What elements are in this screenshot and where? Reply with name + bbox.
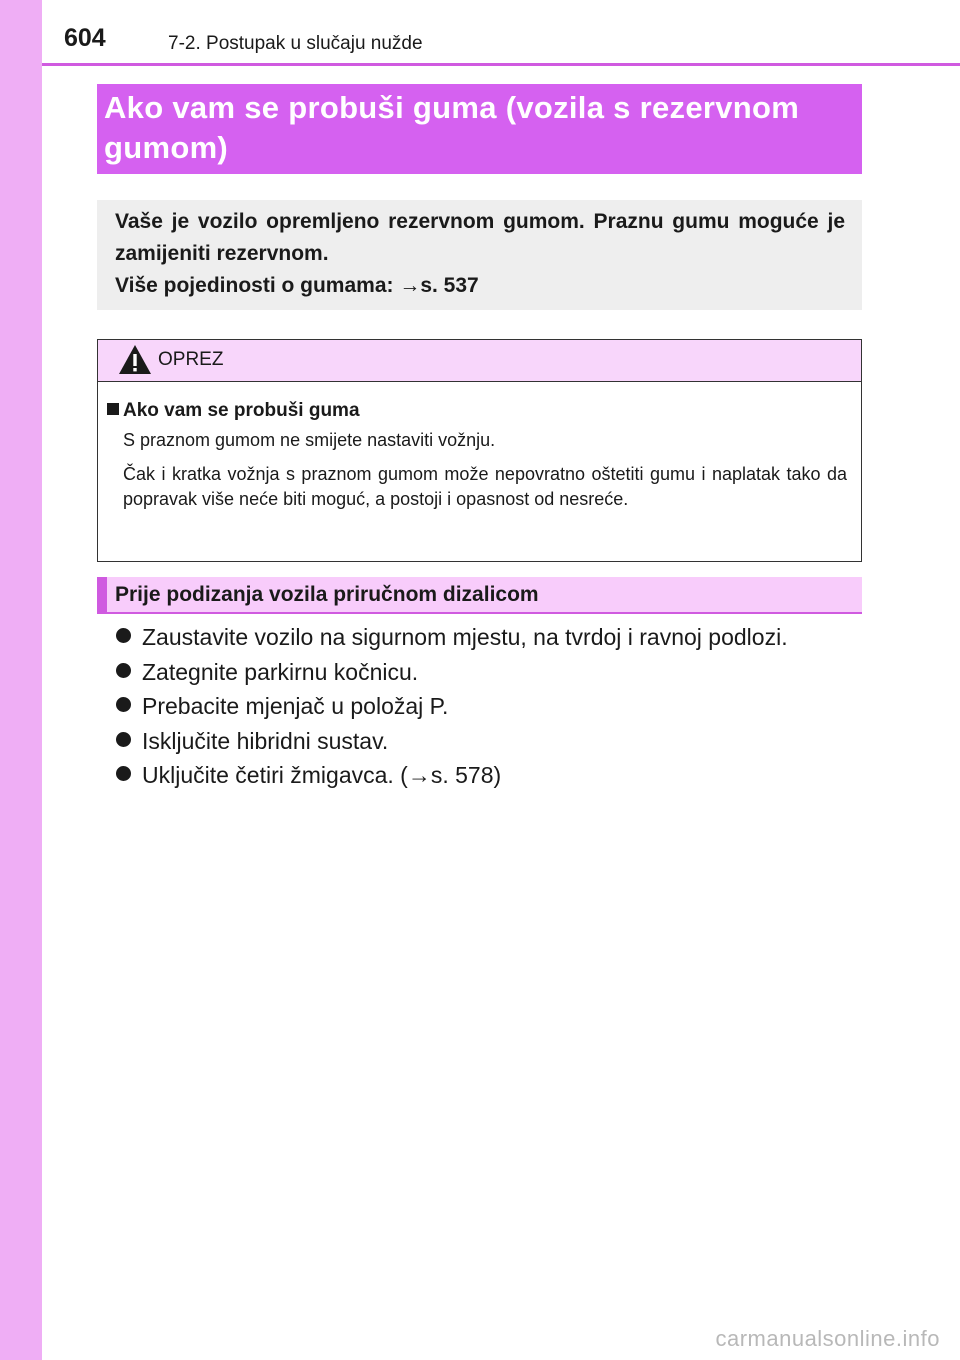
list-item-text: Prebacite mjenjač u položaj P. bbox=[142, 693, 449, 719]
square-bullet-icon bbox=[107, 403, 119, 415]
caution-header bbox=[98, 340, 861, 382]
warning-triangle-icon bbox=[117, 343, 153, 376]
page-number: 604 bbox=[64, 24, 106, 52]
heading-accent-bar bbox=[97, 577, 107, 612]
list-item bbox=[116, 758, 856, 793]
list-item bbox=[116, 724, 856, 759]
list-item-text: Uključite četiri žmigavca. (→s. 578) bbox=[142, 762, 502, 788]
caution-paragraph-2: Čak i kratka vožnja s praznom gumom može nepovratno oštetiti gumu i naplatak tako da popravak više neće biti moguć, a postoji i opasnost od nesreće. bbox=[123, 464, 847, 509]
caution-label: OPREZ bbox=[158, 349, 224, 370]
watermark: carmanualsonline.info bbox=[715, 1326, 940, 1351]
caution-box bbox=[97, 339, 862, 562]
intro-reference: Više pojedinosti o gumama: →s. 537 bbox=[115, 274, 479, 297]
bullet-dot-icon bbox=[116, 697, 131, 712]
intro-text: Vaše je vozilo opremljeno rezervnom gumom. Praznu gumu moguće je zamijeniti rezervnom. bbox=[115, 210, 845, 265]
list-item bbox=[116, 655, 856, 690]
preparation-steps-list bbox=[116, 620, 856, 793]
list-item bbox=[116, 689, 856, 724]
bullet-dot-icon bbox=[116, 628, 131, 643]
bullet-dot-icon bbox=[116, 663, 131, 678]
preparation-heading-box bbox=[97, 577, 862, 614]
preparation-heading: Prije podizanja vozila priručnom dizalicom bbox=[115, 583, 539, 606]
section-label: 7-2. Postupak u slučaju nužde bbox=[168, 33, 423, 54]
caution-subheading bbox=[107, 400, 360, 422]
bullet-dot-icon bbox=[116, 766, 131, 781]
list-item bbox=[116, 620, 856, 655]
list-item-text: Isključite hibridni sustav. bbox=[142, 727, 389, 754]
intro-box bbox=[97, 200, 862, 310]
header-divider bbox=[42, 63, 960, 66]
caution-paragraph-1: S praznom gumom ne smijete nastaviti vožnju. bbox=[123, 430, 496, 450]
list-item-text: Zategnite parkirnu kočnicu. bbox=[142, 658, 419, 685]
title-banner bbox=[97, 84, 862, 174]
list-item-text: Zaustavite vozilo na sigurnom mjestu, na tvrdoj i ravnoj podlozi. bbox=[142, 624, 788, 650]
page-title: Ako vam se probuši guma (vozila s rezervnom gumom) bbox=[104, 90, 800, 165]
bullet-dot-icon bbox=[116, 732, 131, 747]
side-color-strip bbox=[0, 0, 42, 1360]
caution-subheading-text: Ako vam se probuši guma bbox=[123, 400, 360, 421]
